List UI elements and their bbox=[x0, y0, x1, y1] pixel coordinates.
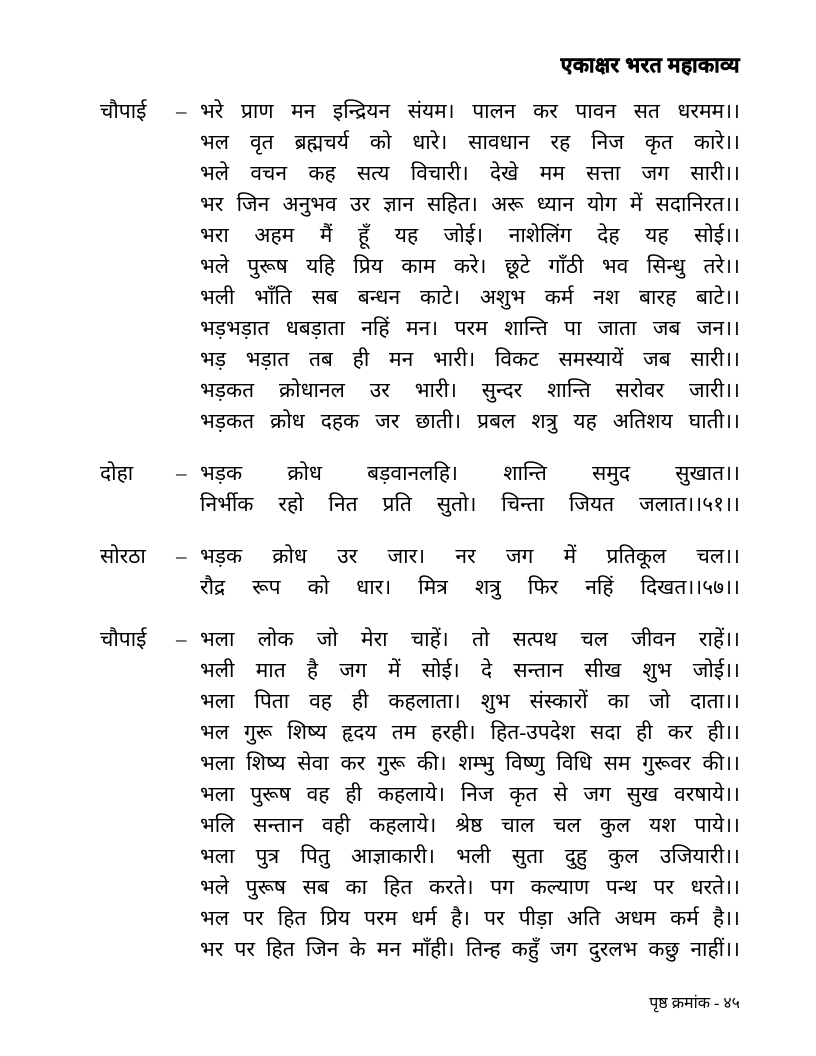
verse-column bbox=[200, 458, 740, 520]
verse-line: भली भाँति सब बन्धन काटे। अशुभ कर्म नश बारह बाटे।। bbox=[200, 285, 740, 309]
section-dash: – bbox=[176, 99, 187, 123]
verse-section-soratha bbox=[100, 541, 740, 603]
verse-line: भड़ भड़ात तब ही मन भारी। विकट समस्यायें जब सारी।। bbox=[200, 347, 740, 371]
section-dash: – bbox=[176, 461, 187, 485]
section-label: सोरठा bbox=[100, 544, 146, 568]
verse-line: भड़क क्रोध उर जार। नर जग में प्रतिकूल चल।। bbox=[200, 544, 740, 568]
section-dash: – bbox=[176, 544, 187, 568]
verse-line: भड़कत क्रोधानल उर भारी। सुन्दर शान्ति सरोवर जारी।। bbox=[200, 378, 740, 402]
verse-column bbox=[200, 624, 740, 965]
verse-line: भले वचन कह सत्य विचारी। देखे मम सत्ता जग सारी।। bbox=[200, 161, 740, 185]
verse-line: भला पिता वह ही कहलाता। शुभ संस्कारों का जो दाता।। bbox=[200, 689, 740, 713]
verse-line: भर पर हित जिन के मन माँही। तिन्ह कहुँ जग दुरलभ कछु नाहीं।। bbox=[200, 937, 740, 961]
verse-line: निर्भीक रहो नित प्रति सुतो। चिन्ता जियत जलात।।५१।। bbox=[200, 492, 740, 516]
verse-column bbox=[200, 96, 740, 437]
page-header-title: एकाक्षर भरत महाकाव्य bbox=[560, 53, 740, 77]
section-dash: – bbox=[176, 627, 187, 651]
verse-line: भड़भड़ात धबड़ाता नहिं मन। परम शान्ति पा जाता जब जन।। bbox=[200, 316, 740, 340]
verse-line: भल पर हित प्रिय परम धर्म है। पर पीड़ा अति अधम कर्म है।। bbox=[200, 906, 740, 930]
verse-line: भड़कत क्रोध दहक जर छाती। प्रबल शत्रु यह अतिशय घाती।। bbox=[200, 409, 740, 433]
section-label: चौपाई bbox=[100, 99, 147, 123]
section-label: दोहा bbox=[100, 461, 134, 485]
verse-line: भले पुरूष यहि प्रिय काम करे। छूटे गाँठी भव सिन्धु तरे।। bbox=[200, 254, 740, 278]
verse-line: भलि सन्तान वही कहलाये। श्रेष्ठ चाल चल कुल यश पाये।। bbox=[200, 813, 740, 837]
verse-line: भल गुरू शिष्य हृदय तम हरही। हित-उपदेश सदा ही कर ही।। bbox=[200, 720, 740, 744]
verse-line: भला लोक जो मेरा चाहें। तो सत्पथ चल जीवन राहें।। bbox=[200, 627, 740, 651]
verse-line: रौद्र रूप को धार। मित्र शत्रु फिर नहिं दिखत।।५७।। bbox=[200, 575, 740, 599]
verse-line: भला पुरूष वह ही कहलाये। निज कृत से जग सुख वरषाये।। bbox=[200, 782, 740, 806]
section-label: चौपाई bbox=[100, 627, 147, 651]
verse-section-chaupai-1 bbox=[100, 96, 740, 437]
verse-line: भला शिष्य सेवा कर गुरू की। शम्भु विष्णु विधि सम गुरूवर की।। bbox=[200, 751, 740, 775]
page-number-label: पृष्ठ क्रमांक - ४५ bbox=[649, 995, 740, 1012]
verse-line: भल वृत ब्रह्मचर्य को धारे। सावधान रह निज कृत कारे।। bbox=[200, 130, 740, 154]
verse-section-chaupai-2 bbox=[100, 624, 740, 965]
verse-line: भरा अहम मैं हूँ यह जोई। नाशेलिंग देह यह सोई।। bbox=[200, 223, 740, 247]
verse-line: भड़क क्रोध बड़वानलहि। शान्ति समुद सुखात।। bbox=[200, 461, 740, 485]
verse-line: भले पुरूष सब का हित करते। पग कल्याण पन्थ पर धरते।। bbox=[200, 875, 740, 899]
verse-line: भली मात है जग में सोई। दे सन्तान सीख शुभ जोई।। bbox=[200, 658, 740, 682]
verse-line: भला पुत्र पितु आज्ञाकारी। भली सुता दुहु कुल उजियारी।। bbox=[200, 844, 740, 868]
verse-line: भर जिन अनुभव उर ज्ञान सहित। अरू ध्यान योग में सदानिरत।। bbox=[200, 192, 740, 216]
verse-line: भरे प्राण मन इन्द्रियन संयम। पालन कर पावन सत धरमम।। bbox=[200, 99, 740, 123]
verse-section-doha bbox=[100, 458, 740, 520]
verse-column bbox=[200, 541, 740, 603]
